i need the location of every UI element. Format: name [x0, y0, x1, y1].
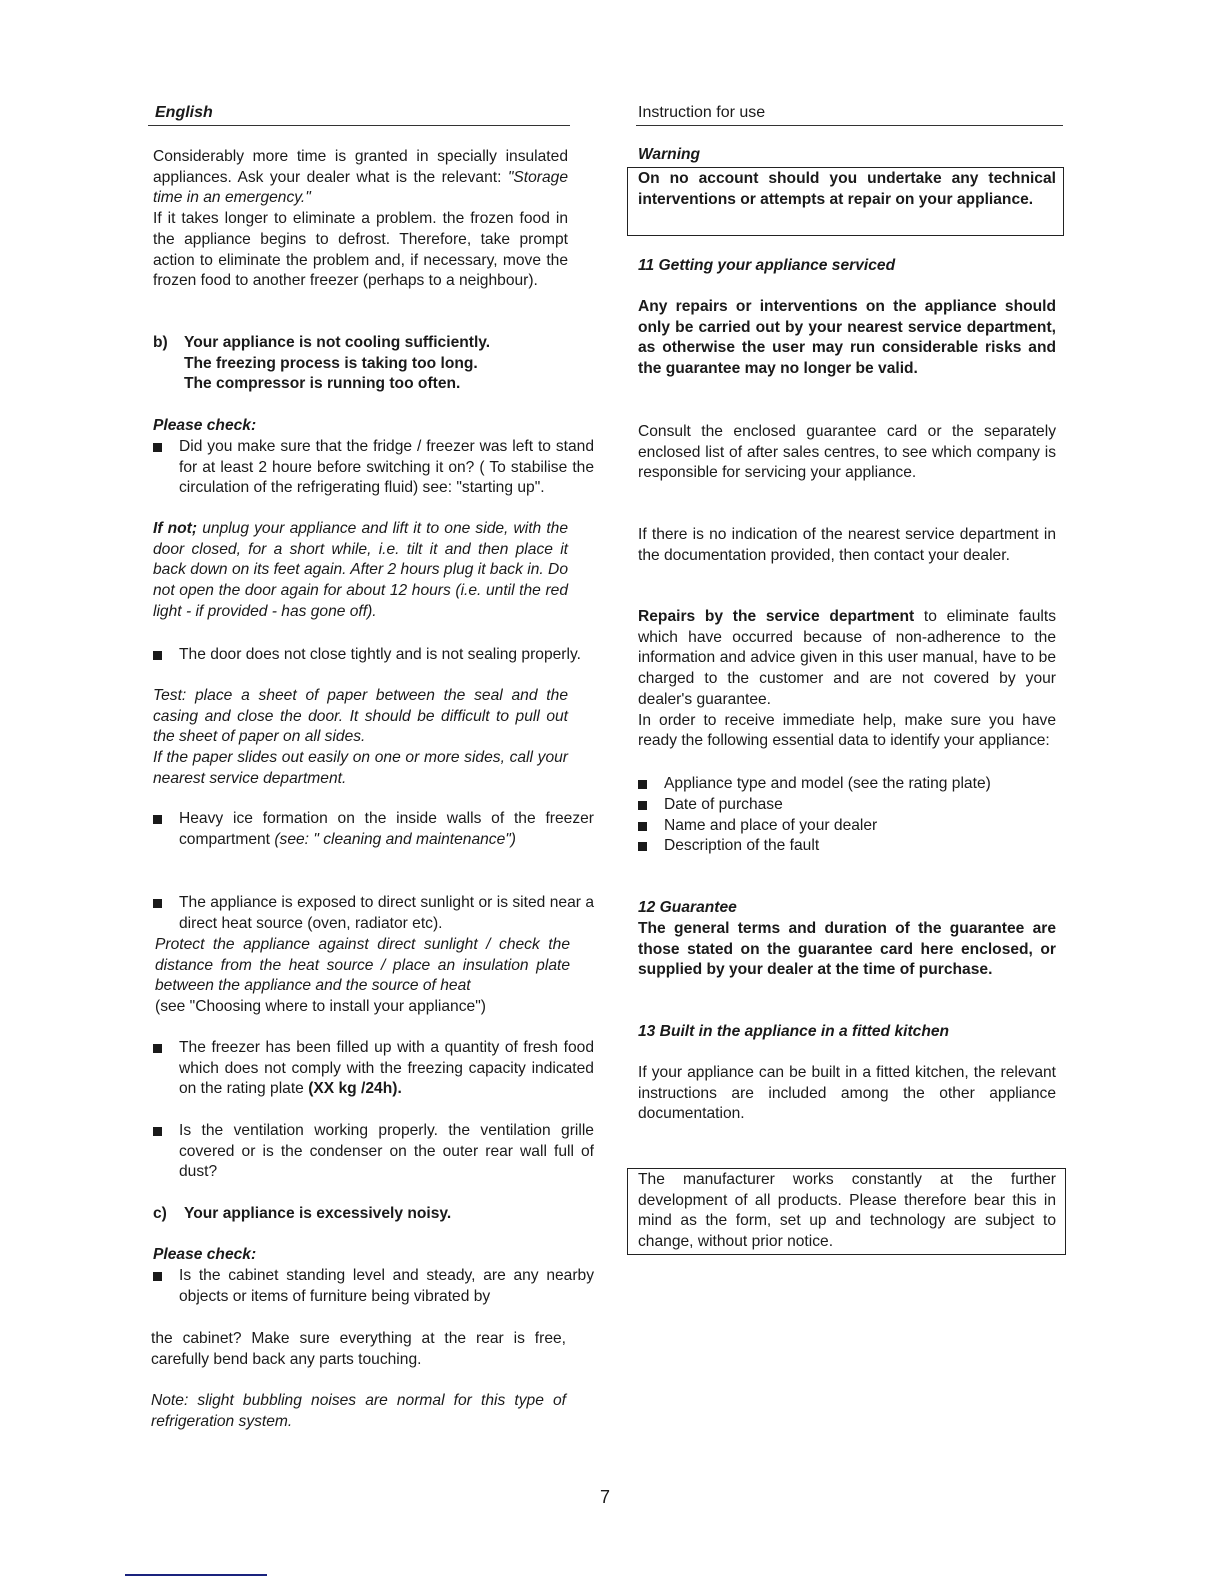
bullet-icon — [153, 651, 162, 660]
bullet-icon — [153, 1044, 162, 1053]
text: Name and place of your dealer — [664, 817, 878, 834]
text: unplug your appliance and lift it to one side, with the door closed, for a short while, i.e. tilt it and then place it back down on its feet again. After 2 hours plug it back in. Do not open the door again for about 12 hours (i.e. until the red light - if provided - has gone off). — [153, 520, 568, 620]
header-rule-right — [636, 125, 1063, 126]
text: Appliance type and model (see the rating plate) — [664, 775, 991, 792]
header-title: Instruction for use — [638, 104, 766, 121]
paragraph-repairs — [638, 607, 1056, 752]
text: If not; — [153, 520, 198, 537]
text: The appliance is exposed to direct sunlight or is sited near a direct heat source (oven, radiator etc). — [179, 894, 594, 932]
warning-text: On no account should you undertake any technical interventions or attempts at repair on your appliance. — [638, 170, 1056, 208]
text: Description of the fault — [664, 837, 820, 854]
paragraph-storage-time — [153, 147, 568, 292]
heading-line: Your appliance is not cooling sufficiently. — [184, 334, 491, 351]
bullet-icon — [638, 822, 647, 831]
text: The freezer has been filled up with a quantity of fresh food which does not comply with the freezing capacity indicated on the rating plate — [179, 1039, 594, 1098]
text: (see: " cleaning and maintenance") — [274, 830, 517, 848]
text: Date of purchase — [664, 796, 783, 813]
paragraph-note: Note: slight bubbling noises are normal for this type of refrigeration system. — [151, 1392, 566, 1430]
text: to eliminate faults which have occurred because of non-adherence to the information and advice given in this user manual, have to be charged to the customer and are not covered by your dealer's guarantee. — [638, 608, 1056, 708]
paragraph-if-there: If there is no indication of the nearest service department in the documentation provided, then contact your dealer. — [638, 526, 1056, 564]
text: In order to receive immediate help, make sure you have ready the following essential data to identify your appliance: — [638, 711, 1056, 750]
list-item — [153, 1038, 594, 1100]
text: Did you make sure that the fridge / freezer was left to stand for at least 2 houre before switching it on? ( To stabilise the circulation of the refrigerating fluid) see: "starting up". — [179, 438, 594, 497]
list-item — [153, 893, 594, 934]
text: (see "Choosing where to install your appliance") — [155, 998, 486, 1016]
paragraph-fitted-kitchen: If your appliance can be built in a fitted kitchen, the relevant instructions are included among the other appliance documentation. — [638, 1064, 1056, 1123]
please-check-heading: Please check: — [153, 1246, 257, 1263]
paragraph-cabinet: the cabinet? Make sure everything at the rear is free, carefully bend back any parts touching. — [151, 1330, 566, 1368]
paragraph-repairs-warning: Any repairs or interventions on the appliance should only be carried out by your nearest service department, as otherwise the user may run considerable risks and the guarantee may no longer be valid. — [638, 298, 1056, 378]
paragraph-test — [153, 686, 568, 790]
text: If the paper slides out easily on one or more sides, call your nearest service department. — [153, 749, 568, 787]
text: If it takes longer to eliminate a problem. the frozen food in the appliance begins to defrost. Therefore, take prompt action to eliminate the problem and, if necessary, move the frozen food to another freezer (perhaps to a neighbour). — [153, 210, 568, 290]
paragraph-guarantee: The general terms and duration of the guarantee are those stated on the guarantee card here enclosed, or supplied by your dealer at the time of purchase. — [638, 920, 1056, 979]
paragraph-manufacturer-notice: The manufacturer works constantly at the further development of all products. Please therefore bear this in mind as the form, set up and technology are subject to change, without prior notice. — [638, 1171, 1056, 1251]
text: (XX kg /24h). — [308, 1080, 402, 1098]
bullet-icon — [638, 842, 647, 851]
list-item — [153, 1266, 594, 1307]
text: The door does not close tightly and is not sealing properly. — [179, 646, 581, 663]
section-language: English — [155, 104, 213, 121]
page-number: 7 — [600, 1487, 611, 1507]
please-check-heading: Please check: — [153, 417, 257, 434]
bullet-icon — [153, 443, 162, 452]
header-rule-left — [148, 125, 570, 126]
bullet-icon — [153, 1272, 162, 1281]
section-label: c) — [153, 1205, 167, 1222]
text: Considerably more time is granted in specially insulated appliances. Ask your dealer what is the relevant: — [153, 148, 568, 186]
list-item — [638, 795, 1082, 816]
paragraph-if-not — [153, 519, 568, 623]
text: Test: place a sheet of paper between the seal and the casing and close the door. It should be difficult to pull out the sheet of paper on all sides. — [153, 687, 568, 746]
paragraph-protect — [155, 935, 570, 1018]
list-item — [153, 809, 594, 850]
section-11-heading: 11 Getting your appliance serviced — [638, 257, 896, 274]
text: Repairs by the service department — [638, 608, 915, 625]
list-item — [153, 1121, 594, 1183]
section-b-heading — [153, 333, 568, 395]
list-item — [638, 774, 1082, 795]
bullet-icon — [153, 815, 162, 824]
bullet-icon — [638, 780, 647, 789]
list-item — [153, 645, 594, 666]
text: Is the cabinet standing level and steady, are any nearby objects or items of furniture being vibrated by — [179, 1267, 594, 1305]
paragraph-consult: Consult the enclosed guarantee card or the separately enclosed list of after sales centres, to see which company is responsible for servicing your appliance. — [638, 423, 1056, 482]
section-12-heading: 12 Guarantee — [638, 899, 737, 916]
text: Heavy ice formation on the inside walls of the freezer compartment — [179, 810, 594, 848]
bullet-icon — [638, 801, 647, 810]
section-label: b) — [153, 334, 168, 351]
section-13-heading: 13 Built in the appliance in a fitted kitchen — [638, 1023, 950, 1040]
heading-line: The freezing process is taking too long. — [184, 354, 478, 372]
bullet-icon — [153, 899, 162, 908]
warning-heading: Warning — [638, 146, 701, 163]
text: "Storage time in an emergency." — [153, 168, 568, 207]
section-c-heading — [153, 1204, 568, 1225]
heading-line: The compressor is running too often. — [184, 375, 461, 393]
heading-line: Your appliance is excessively noisy. — [184, 1205, 452, 1222]
list-item — [638, 816, 1082, 837]
bullet-icon — [153, 1127, 162, 1136]
text: Protect the appliance against direct sunlight / check the distance from the heat source / place an insulation plate between the appliance and the source of heat — [155, 936, 570, 995]
footnote-rule — [125, 1574, 267, 1576]
list-item — [638, 836, 1082, 857]
list-item — [153, 437, 594, 499]
text: Is the ventilation working properly. the ventilation grille covered or is the condenser on the outer rear wall full of dust? — [179, 1122, 594, 1181]
